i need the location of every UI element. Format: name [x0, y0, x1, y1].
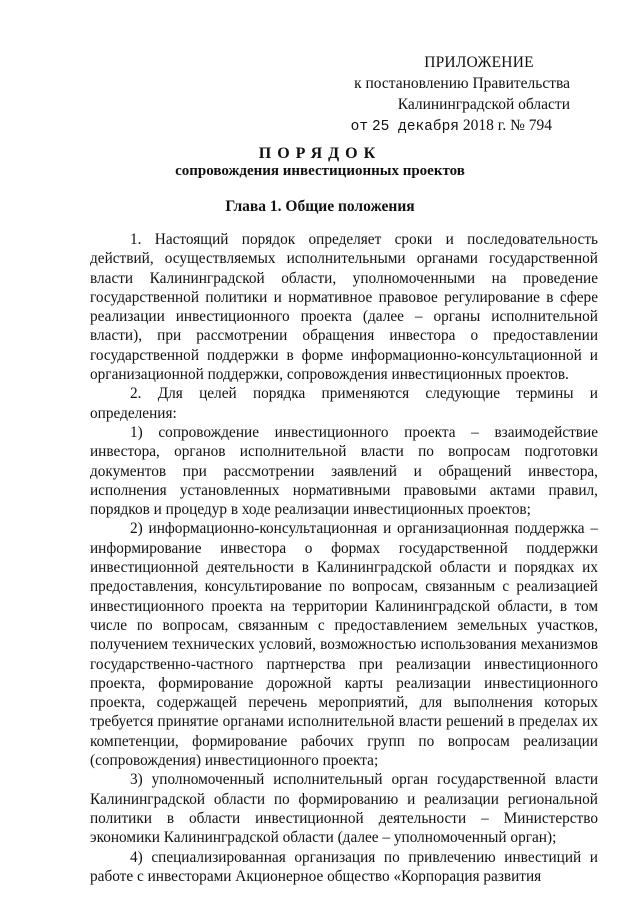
- document-title: ПОРЯДОК: [258, 145, 382, 162]
- document-subtitle: сопровождения инвестиционных проектов: [175, 163, 465, 179]
- annex-heading: ПРИЛОЖЕНИЕ: [424, 54, 534, 71]
- annex-resolution-line: к постановлению Правительства: [354, 75, 570, 92]
- paragraph-2-item-1: 1) сопровождение инвестиционного проекта – взаимодействие инвестора, органов исполнительной власти по вопросам подготовки документов при рассмотрении заявлений и обращений инвестора, исполнения установленных нормативными правовыми актами правил, порядков и процедур в ходе реализации инвестиционных проектов;: [90, 423, 598, 519]
- paragraph-2-item-3: 3) уполномоченный исполнительный орган государственной власти Калининградской области по формированию и реализации региональной политики в области инвестиционной деятельности – Министерство экономики Калининградской области (далее – уполномоченный орган);: [90, 771, 598, 847]
- paragraph-2: 2. Для целей порядка применяются следующие термины и определения:: [90, 385, 598, 422]
- paragraph-2-item-4: 4) специализированная организация по привлечению инвестиций и работе с инвесторами Акционерное общество «Корпорация развития: [90, 848, 598, 885]
- annex-date-year-number: 2018 г. № 794: [462, 117, 552, 134]
- annex-date-prefix: от: [350, 119, 369, 135]
- paragraph-1: 1. Настоящий порядок определяет сроки и последовательность действий, осуществляемых исполнительными органами государственной власти Калининградской области, уполномоченными на проведение государственной политики и нормативное правовое регулирование в сфере реализации инвестиционного проекта (далее – органы исполнительной власти), при рассмотрении обращения инвестора о предоставлении государственной поддержки в форме информационно-консультационной и организационной поддержки, сопровождения инвестиционных проектов.: [90, 231, 598, 384]
- annex-region-line: Калининградской области: [397, 96, 570, 113]
- paragraph-2-item-2: 2) информационно-консультационная и организационная поддержка – информирование инвестора о формах государственной поддержки инвестиционной деятельности в Калининградской области и порядках их предоставления, консультирование по вопросам, связанным с реализацией инвестиционного проекта на территории Калининградской области, в том числе по вопросам, связанным с предоставлением земельных участков, получением технических условий, возможностью использования механизмов государственно-частного партнерства при реализации инвестиционного проекта, формирование дорожной карты реализации инвестиционного проекта, содержащей перечень мероприятий, для выполнения которых требуется принятие органами исполнительной власти решений в пределах их компетенции, формирование рабочих групп по вопросам реализации (сопровождения) инвестиционного проекта;: [90, 520, 598, 770]
- document-body: [90, 230, 598, 886]
- chapter-heading: Глава 1. Общие положения: [225, 198, 415, 215]
- annex-block: [330, 52, 570, 138]
- annex-date-day-month: 25 декабря: [371, 119, 459, 135]
- annex-date-line: [330, 115, 570, 138]
